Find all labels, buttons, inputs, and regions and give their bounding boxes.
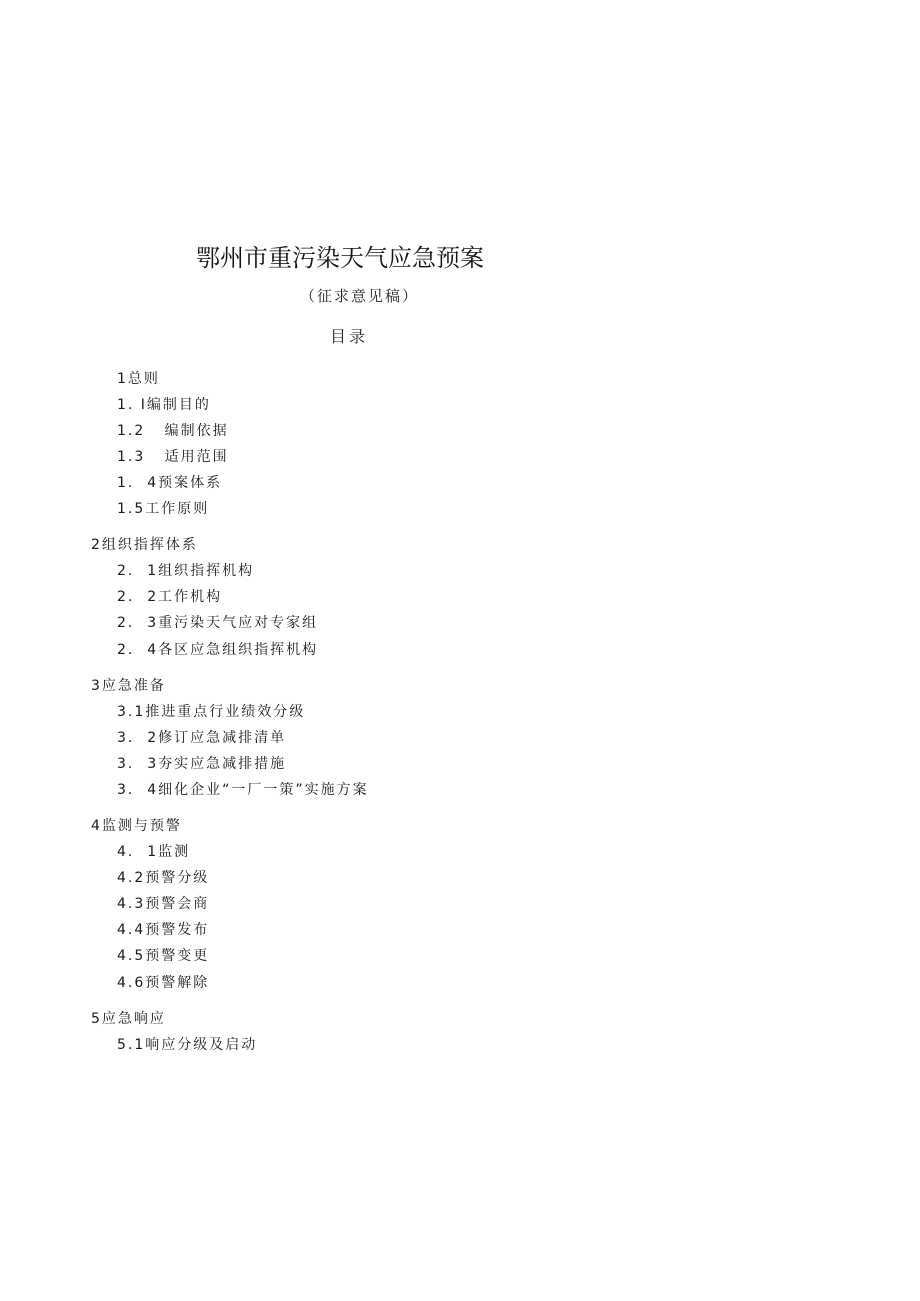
- toc-entry-5-1: 5.1响应分级及启动: [117, 1037, 258, 1053]
- toc-entry-4-4: 4.4预警发布: [117, 922, 210, 938]
- toc-entry-4-3: 4.3预警会商: [117, 896, 210, 912]
- toc-entry-2-1: 2. 1组织指挥机构: [117, 563, 255, 579]
- toc-entry-3-1: 3.1推进重点行业绩效分级: [117, 704, 306, 720]
- toc-entry-2: 2组织指挥体系: [91, 537, 198, 553]
- toc-entry-1-3: 1.3 适用范围: [117, 449, 229, 465]
- document-title: 鄂州市重污染天气应急预案: [196, 244, 484, 272]
- toc-entry-1-2: 1.2 编制依据: [117, 423, 229, 439]
- toc-entry-1: 1总则: [117, 371, 160, 387]
- toc-entry-3: 3应急准备: [91, 678, 166, 694]
- toc-entry-3-2: 3. 2修订应急减排清单: [117, 730, 287, 746]
- toc-heading: 目录: [330, 327, 369, 346]
- document-subtitle: （征求意见稿）: [300, 287, 420, 305]
- toc-entry-1-4: 1. 4预案体系: [117, 475, 223, 491]
- toc-entry-4-5: 4.5预警变更: [117, 948, 210, 964]
- toc-entry-5: 5应急响应: [91, 1011, 166, 1027]
- toc-entry-1-5: 1.5工作原则: [117, 501, 210, 517]
- toc-entry-3-4: 3. 4细化企业“一厂一策”实施方案: [117, 782, 369, 798]
- toc-entry-4: 4监测与预警: [91, 818, 182, 834]
- toc-entry-4-6: 4.6预警解除: [117, 975, 210, 991]
- toc-entry-4-1: 4. 1监测: [117, 844, 191, 860]
- toc-entry-2-3: 2. 3重污染天气应对专家组: [117, 615, 319, 631]
- toc-entry-2-4: 2. 4各区应急组织指挥机构: [117, 642, 319, 658]
- toc-entry-4-2: 4.2预警分级: [117, 870, 210, 886]
- toc-entry-2-2: 2. 2工作机构: [117, 589, 223, 605]
- toc-entry-1-1: 1. I编制目的: [117, 397, 211, 413]
- toc-entry-3-3: 3. 3夯实应急减排措施: [117, 756, 287, 772]
